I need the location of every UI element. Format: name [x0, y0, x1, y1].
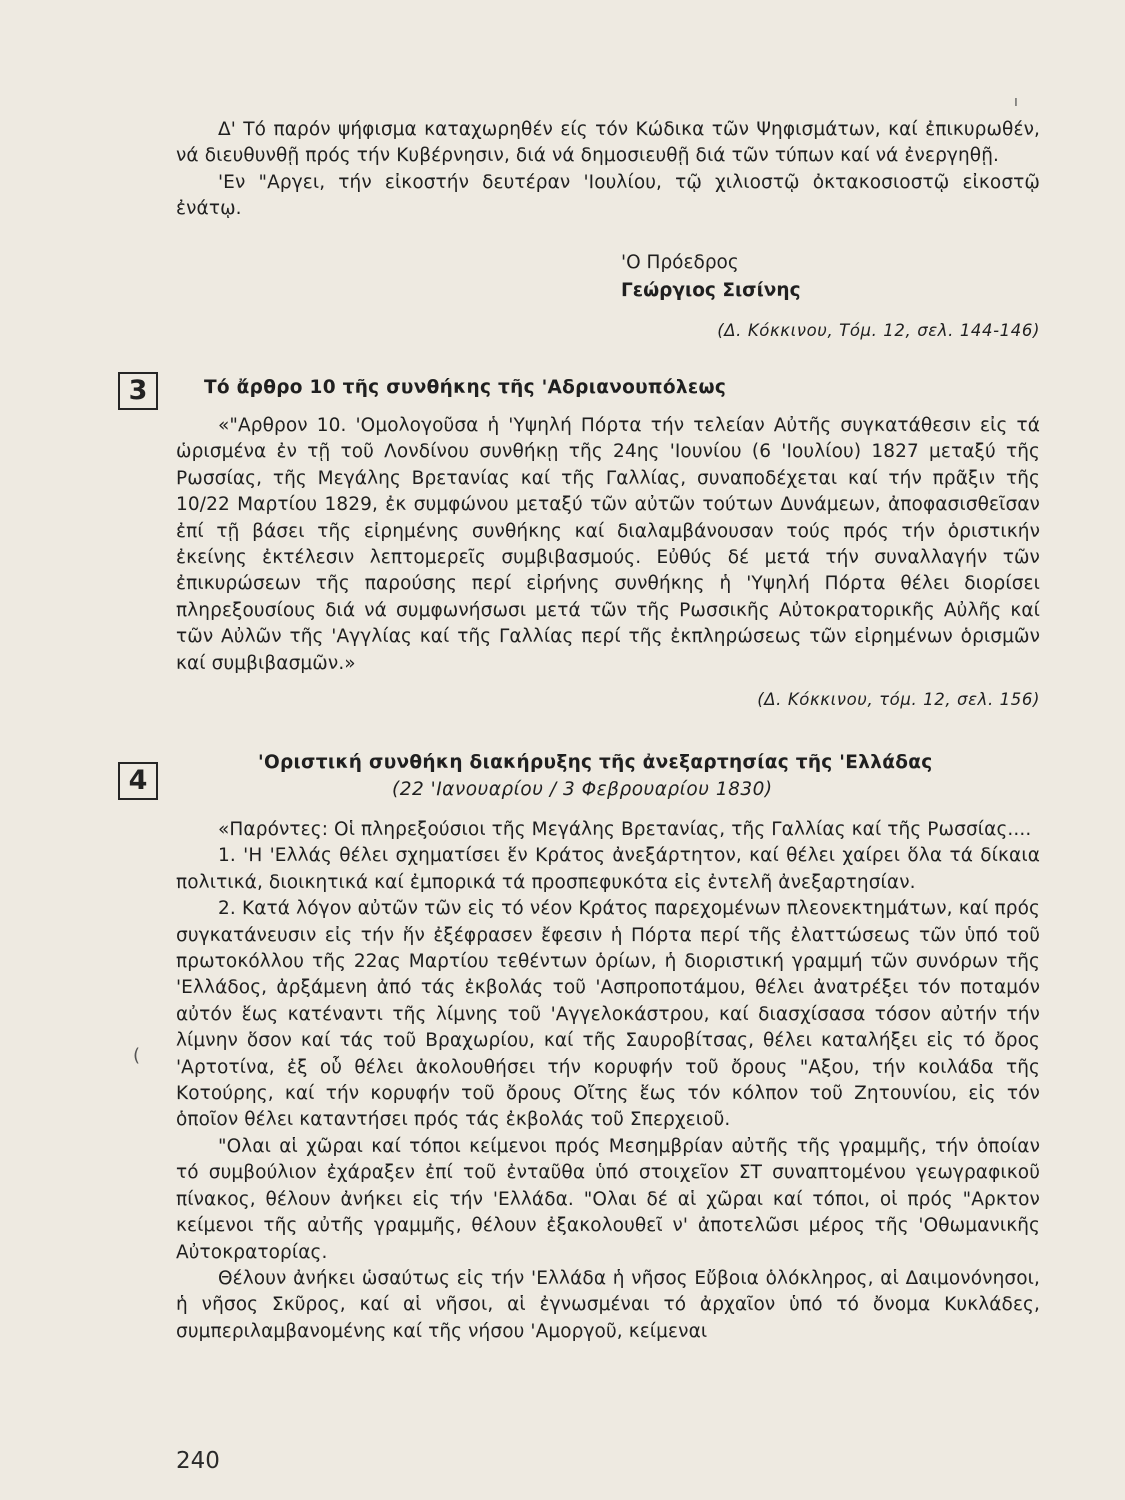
top-paragraph-2: 'Εν "Αργει, τήν εἰκοστήν δευτέραν 'Ιουλίου, τῷ χιλιοστῷ ὀκτακοσιοστῷ εἰκοστῷ ἐνάτῳ. — [176, 171, 1040, 220]
section-3-text — [176, 413, 1040, 677]
section-3-heading: Τό ἄρθρο 10 τῆς συνθήκης τῆς 'Αδριανουπόλεως — [204, 377, 727, 398]
top-text-block — [176, 117, 1040, 223]
section-4-article-2: 2. Κατά λόγον αὐτῶν τῶν εἰς τό νέον Κράτος παρεχομένων πλεονεκτημάτων, καί πρός συγκατάνευσιν εἰς τήν ἥν ἐξέφρασεν ἔφεσιν ἡ Πόρτα περί τῆς ἐλαττώσεως τῶν ὑπό τοῦ πρωτοκόλλου τῆς 22ας Μαρτίου τεθέντων ὁρίων, ἡ διοριστική γραμμή τῶν συνόρων τῆς 'Ελλάδος, ἀρξάμενη ἀπό τάς ἐκβολάς τοῦ 'Ασπροποτάμου, θέλει ἀνατρέξει τόν ποταμόν αὐτόν ἕως κατέναντι τῆς λίμνης τοῦ 'Αγγελοκάστρου, καί διασχίσασα τόσον αὐτήν τήν λίμνην ὅσον καί τάς τοῦ Βραχωρίου, καί τῆς Σαυροβίτσας, θέλει καταλήξει εἰς τό ὄρος 'Αρτοτίνα, ἐξ οὗ θέλει ἀκολουθήσει τήν κορυφήν τοῦ ὄρους "Αξου, τήν κοιλάδα τῆς Κοτούρης, καί τήν κορυφήν τοῦ ὄρους Οἴτης ἕως τόν κόλπον τοῦ Ζητουνίου, εἰς τόν ὁποῖον θέλει καταντήσει πρός τάς ἐκβολάς τοῦ Σπερχειοῦ. — [176, 898, 1040, 1131]
section-4-paragraph-4: Θέλουν ἀνήκει ὡσαύτως εἰς τήν 'Ελλάδα ἡ νῆσος Εὔβοια ὁλόκληρος, αἱ Δαιμονόνησοι, ἡ νῆσος Σκῦρος, καί αἱ νῆσοι, αἱ ἐγνωσμέναι τό ἀρχαῖον ὑπό τό ὄνομα Κυκλάδες, συμπεριλαμβανομένης καί τῆς νήσου 'Αμοργοῦ, κείμεναι — [176, 1267, 1040, 1342]
signature-block — [621, 250, 801, 304]
signatory-title: 'Ο Πρόεδρος — [621, 252, 739, 273]
section-4-text — [176, 817, 1040, 1345]
page-number: 240 — [176, 1448, 220, 1474]
section-4-intro: «Παρόντες: Οἱ πληρεξούσιοι τῆς Μεγάλης Βρετανίας, τῆς Γαλλίας καί τῆς Ρωσσίας.... — [218, 819, 1032, 840]
scan-speck: ( — [133, 1045, 141, 1066]
signatory-name: Γεώργιος Σισίνης — [621, 280, 801, 301]
section-4-paragraph-3: "Ολαι αἱ χῶραι καί τόποι κείμενοι πρός Μεσημβρίαν αὐτῆς τῆς γραμμῆς, τήν ὁποίαν τό συμβούλιον ἐχάραξεν ἐπί τοῦ ἐνταῦθα ὑπό στοιχεῖον ΣΤ συναπτομένου γεωγραφικοῦ πίνακος, θέλουν ἀνήκει εἰς τήν 'Ελλάδα. "Ολαι δέ αἱ χῶραι καί τόποι, οἱ πρός "Αρκτον κείμενοι τῆς αὐτῆς γραμμῆς, θέλουν ἐξακολουθεῖ ν' ἀποτελῶσι μέρος τῆς 'Οθωμανικῆς Αὐτοκρατορίας. — [176, 1135, 1040, 1263]
citation-section-3: (Δ. Κόκκινου, τόμ. 12, σελ. 156) — [757, 690, 1040, 709]
section-4-article-1: 1. 'Η 'Ελλάς θέλει σχηματίσει ἕν Κράτος ἀνεξάρτητον, καί θέλει χαίρει ὅλα τά δίκαια πολιτικά, διοικητικά καί ἐμπορικά τά προσπεφυκότα εἰς ἐντελῆ ἀνεξαρτησίαν. — [176, 845, 1040, 893]
section-3-paragraph: «"Αρθρον 10. 'Ομολογοῦσα ἡ 'Υψηλή Πόρτα τήν τελείαν Αὐτῆς συγκατάθεσιν εἰς τά ὡρισμένα ἐν τῇ τοῦ Λονδίνου συνθήκῃ τῆς 24ης 'Ιουνίου (6 'Ιουλίου) 1827 μεταξύ τῆς Ρωσσίας, τῆς Μεγάλης Βρετανίας καί τῆς Γαλλίας, συναποδέχεται καί τήν πρᾶξιν τῆς 10/22 Μαρτίου 1829, ἐκ συμφώνου μεταξύ τῶν αὐτῶν τούτων Δυνάμεων, ἀποφασισθεῖσαν ἐπί τῇ βάσει τῆς εἰρημένης συνθήκης καί διαλαμβάνουσαν τούς πρός τήν ὁριστικήν ἐκείνης ἐκτέλεσιν λεπτομερεῖς συμβιβασμούς. Εὐθύς δέ μετά τήν συναλλαγήν τῶν ἐπικυρώσεων τῆς παρούσης περί εἰρήνης συνθήκης ἡ 'Υψηλή Πόρτα θέλει διορίσει πληρεξουσίους διά νά συμφωνήσωσι μετά τῶν τῆς Ρωσσικῆς Αὐτοκρατορικῆς Αὐλῆς καί τῶν Αὐλῶν τῆς 'Αγγλίας καί τῆς Γαλλίας περί τῆς ἐκπληρώσεως τῶν εἰρημένων ὁρισμῶν καί συμβιβασμῶν.» — [176, 415, 1040, 674]
top-paragraph-1: Δ' Τό παρόν ψήφισμα καταχωρηθέν είς τόν Κώδικα τῶν Ψηφισμάτων, καί ἐπικυρωθέν, νά διευθυνθῇ πρός τήν Κυβέρνησιν, διά νά δημοσιευθῇ διά τῶν τύπων καί νά ἐνεργηθῇ. — [176, 119, 1040, 167]
citation-top: (Δ. Κόκκινου, Τόμ. 12, σελ. 144-146) — [717, 321, 1040, 340]
section-number-4: 4 — [118, 762, 158, 800]
section-4-heading: 'Οριστική συνθήκη διακήρυξης τῆς ἀνεξαρτησίας τῆς 'Ελλάδας — [258, 752, 933, 773]
section-4-subheading: (22 'Ιανουαρίου / 3 Φεβρουαρίου 1830) — [392, 779, 773, 800]
scan-speck: ı — [1014, 94, 1018, 110]
section-number-3: 3 — [118, 372, 158, 410]
